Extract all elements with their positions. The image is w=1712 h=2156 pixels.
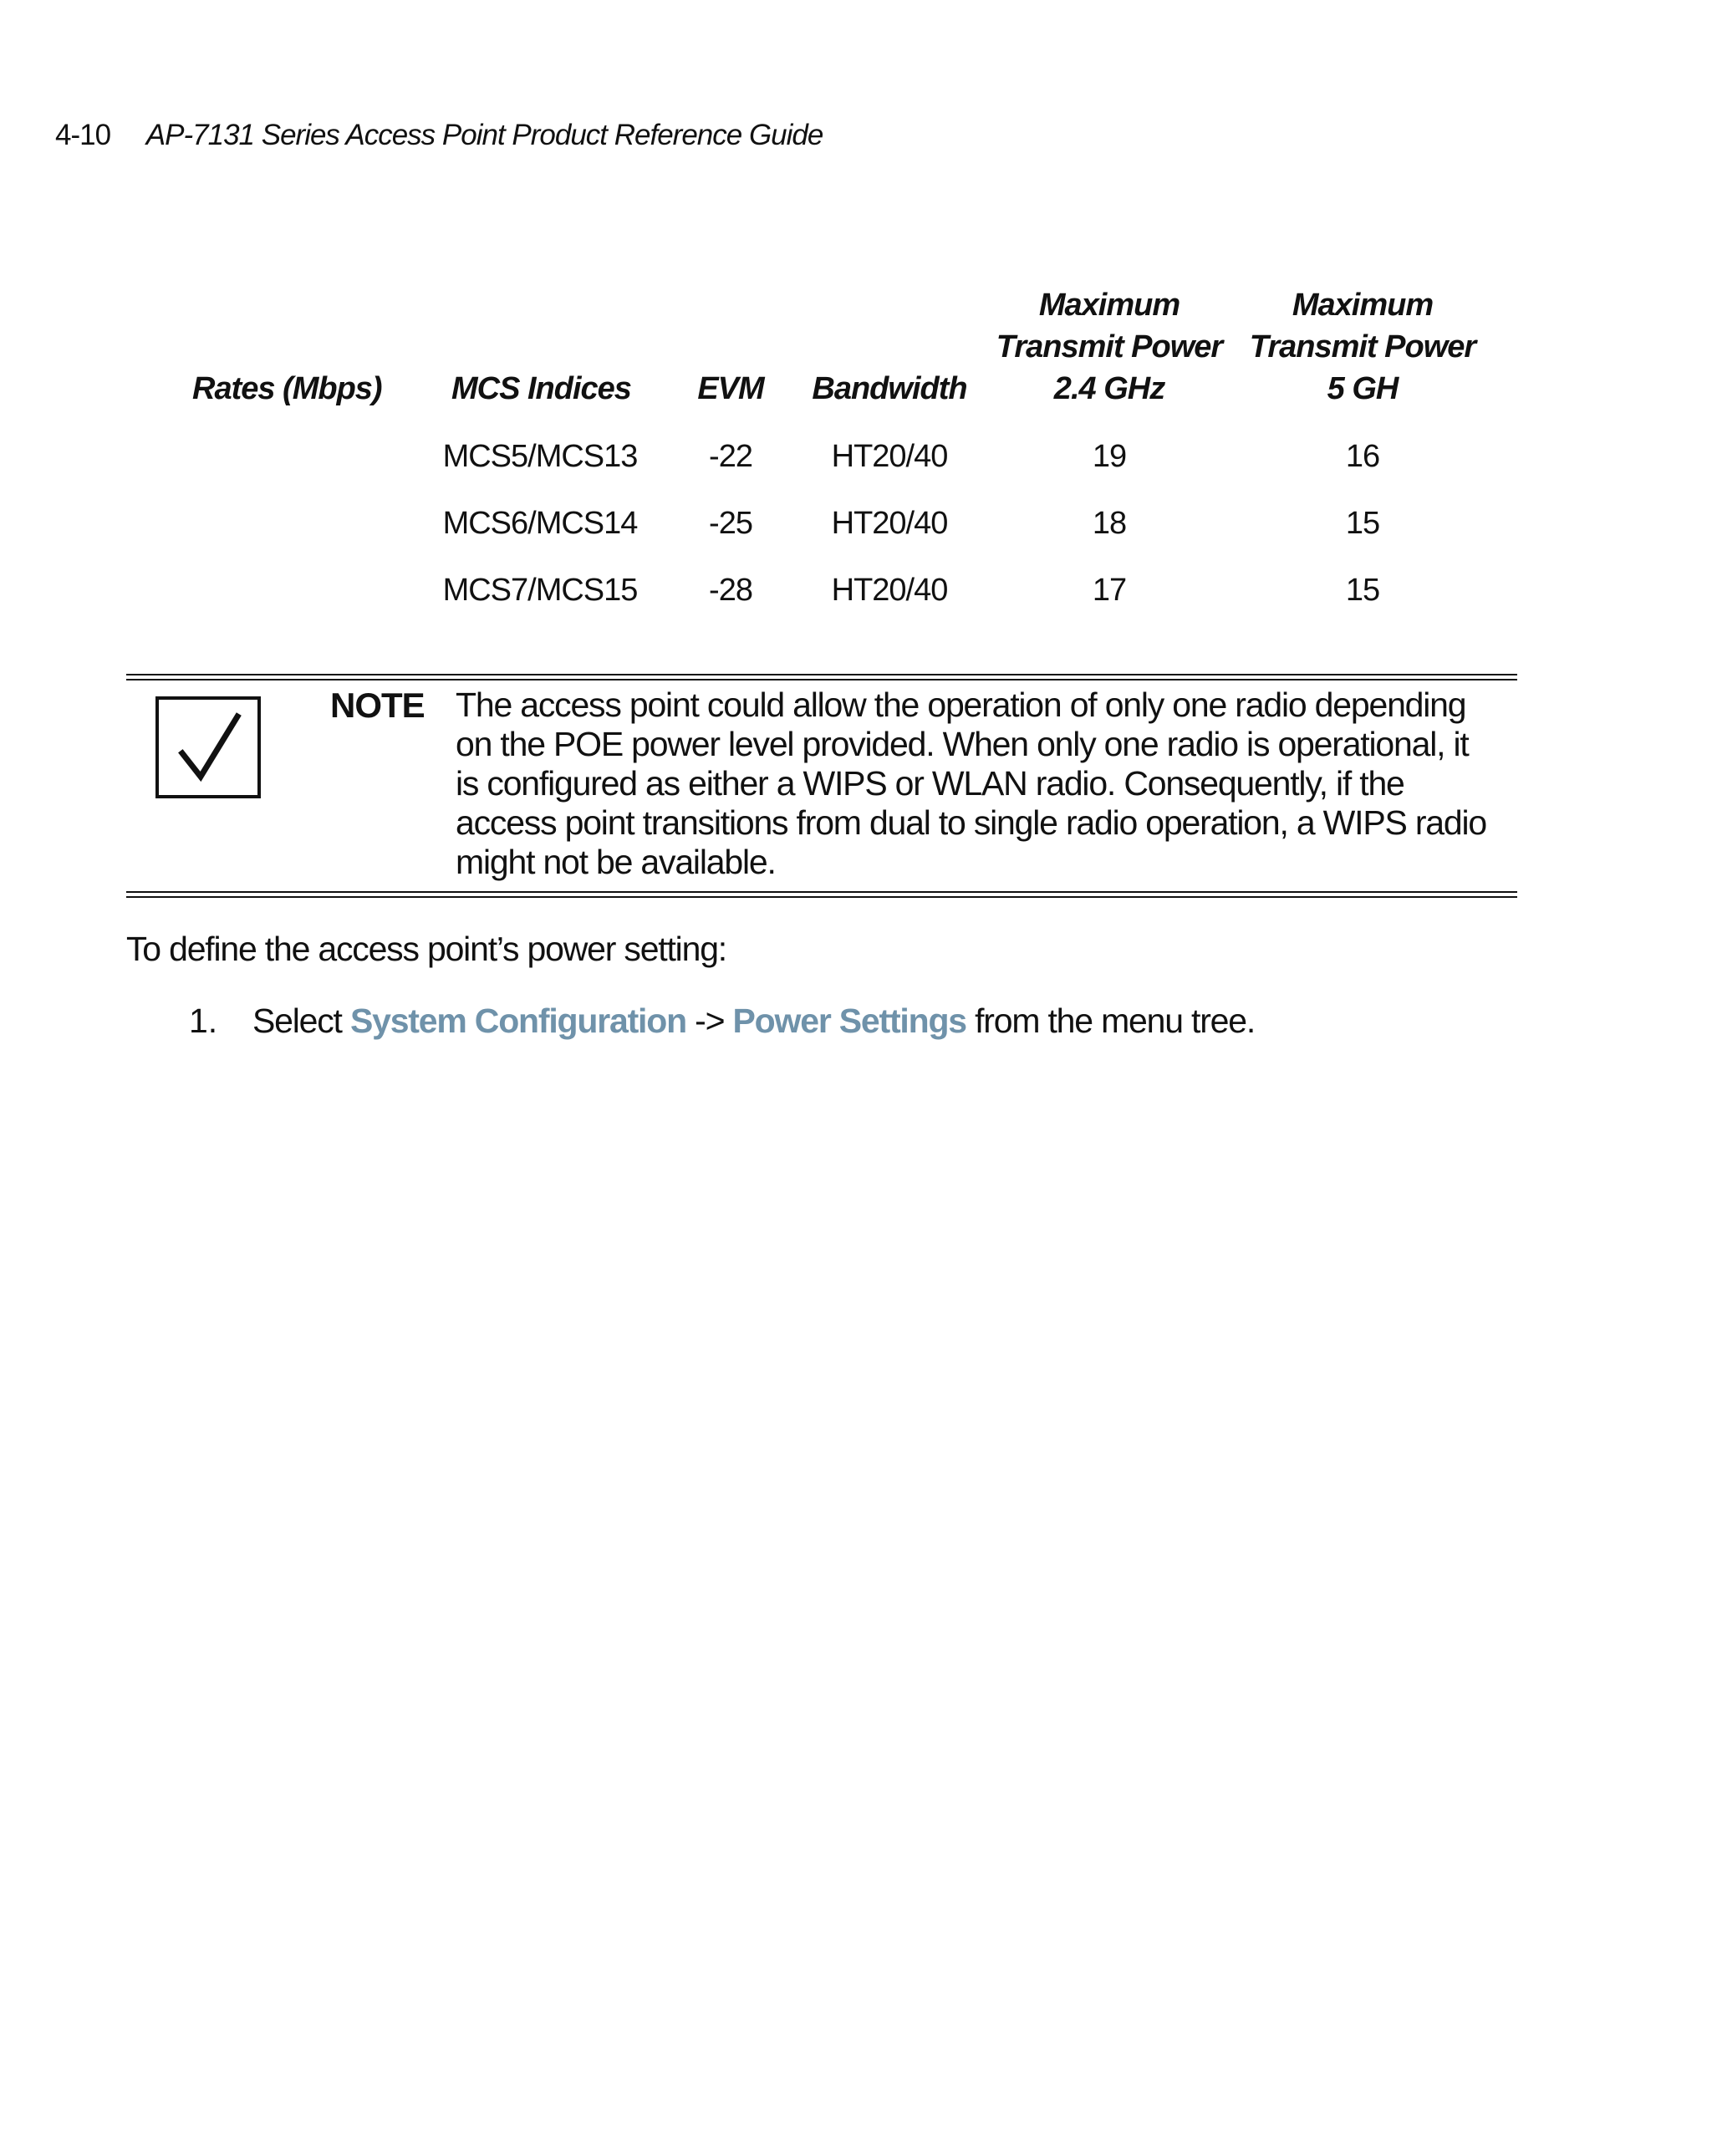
max-power-24-header-line2: Transmit Power	[996, 329, 1223, 364]
row2-power-24: 18	[1092, 506, 1127, 541]
row1-power-5: 16	[1345, 439, 1380, 474]
max-power-24-header-line1: Maximum	[1038, 288, 1180, 323]
step-prefix: Select	[252, 1002, 350, 1040]
max-power-5-header-line1: Maximum	[1292, 288, 1434, 323]
specification-table	[176, 284, 1513, 635]
max-power-5-header-line2: Transmit Power	[1249, 329, 1476, 364]
system-configuration-link[interactable]: System Configuration	[349, 1002, 686, 1040]
checkmark-icon	[155, 696, 261, 798]
mcs-indices-header: MCS Indices	[451, 371, 631, 406]
rates-header: Rates (Mbps)	[192, 371, 382, 406]
menu-arrow: ->	[685, 1002, 733, 1040]
step-suffix: from the menu tree.	[966, 1002, 1256, 1040]
row1-mcs: MCS5/MCS13	[442, 439, 638, 474]
row2-power-5: 15	[1345, 506, 1380, 541]
page-header	[55, 119, 823, 152]
max-power-24-header-line3: 2.4 GHz	[1053, 371, 1165, 406]
step-number: 1.	[189, 1002, 218, 1040]
guide-title: AP-7131 Series Access Point Product Reference Guide	[145, 119, 823, 151]
row2-evm: -25	[709, 506, 752, 541]
procedure-intro: To define the access point’s power setting:	[126, 930, 726, 968]
max-power-5-header-line3: 5 GH	[1327, 371, 1399, 406]
step-instruction	[252, 1000, 1255, 1042]
row3-bandwidth: HT20/40	[831, 573, 948, 608]
note-text: The access point could allow the operation of only one radio depending on the POE power level provided. When only one radio is operational, it is configured as either a WIPS or WLAN radio. Consequently, if the access point transitions from dual to single radio operation, a WIPS radio might not be available.	[456, 686, 1486, 881]
row3-mcs: MCS7/MCS15	[442, 573, 638, 608]
row3-power-5: 15	[1345, 573, 1380, 608]
note-top-rule	[126, 674, 1517, 680]
row3-power-24: 17	[1092, 573, 1127, 608]
page-number: 4-10	[55, 119, 111, 151]
note-label: NOTE	[330, 686, 425, 725]
row3-evm: -28	[709, 573, 752, 608]
row2-mcs: MCS6/MCS14	[442, 506, 638, 541]
note-bottom-rule	[126, 891, 1517, 898]
row1-power-24: 19	[1092, 439, 1127, 474]
power-settings-link[interactable]: Power Settings	[732, 1002, 966, 1040]
row1-evm: -22	[709, 439, 752, 474]
bandwidth-header: Bandwidth	[812, 371, 967, 406]
row2-bandwidth: HT20/40	[831, 506, 948, 541]
evm-header: EVM	[697, 371, 764, 406]
row1-bandwidth: HT20/40	[831, 439, 948, 474]
